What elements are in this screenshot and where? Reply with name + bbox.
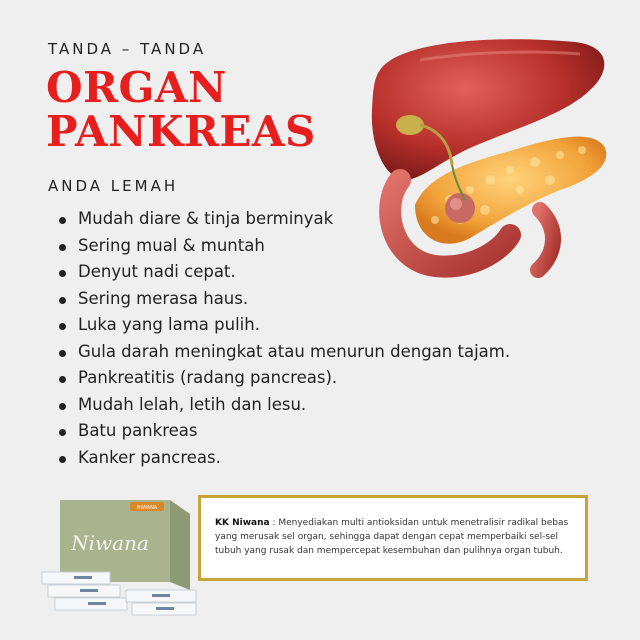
list-item: Mudah lelah, letih dan lesu. <box>56 392 510 419</box>
title-line-organ: ORGAN <box>46 63 227 112</box>
list-item: Gula darah meningkat atau menurun dengan tajam. <box>56 339 510 366</box>
list-item: Mudah diare & tinja berminyak <box>56 206 510 233</box>
list-item: Sering mual & muntah <box>56 233 510 260</box>
info-brand: KK Niwana <box>215 518 270 528</box>
list-item: Pankreatitis (radang pancreas). <box>56 365 510 392</box>
box-brand-text: Niwana <box>71 531 149 555</box>
niwana-product-image <box>40 492 200 622</box>
box-badge-text: NIWANA <box>136 505 158 511</box>
list-item: Denyut nadi cepat. <box>56 259 510 286</box>
kicker-anda-lemah: ANDA LEMAH <box>48 177 179 195</box>
info-text: : Menyediakan multi antioksidan untuk menetralisir radikal bebas yang merusak sel organ, sehingga dapat dengan cepat memperbaiki sel-sel tubuh yang rusak dan mempercepat kesembuhan dan pulihnya organ tubuh. <box>215 518 569 556</box>
title-line-pankreas: PANKREAS <box>46 107 316 156</box>
product-info-box <box>198 495 588 581</box>
symptom-list <box>56 206 510 471</box>
page-title <box>46 63 316 156</box>
kicker-tanda: TANDA – TANDA <box>48 40 207 58</box>
list-item: Kanker pancreas. <box>56 445 510 472</box>
list-item: Luka yang lama pulih. <box>56 312 510 339</box>
list-item: Batu pankreas <box>56 418 510 445</box>
list-item: Sering merasa haus. <box>56 286 510 313</box>
